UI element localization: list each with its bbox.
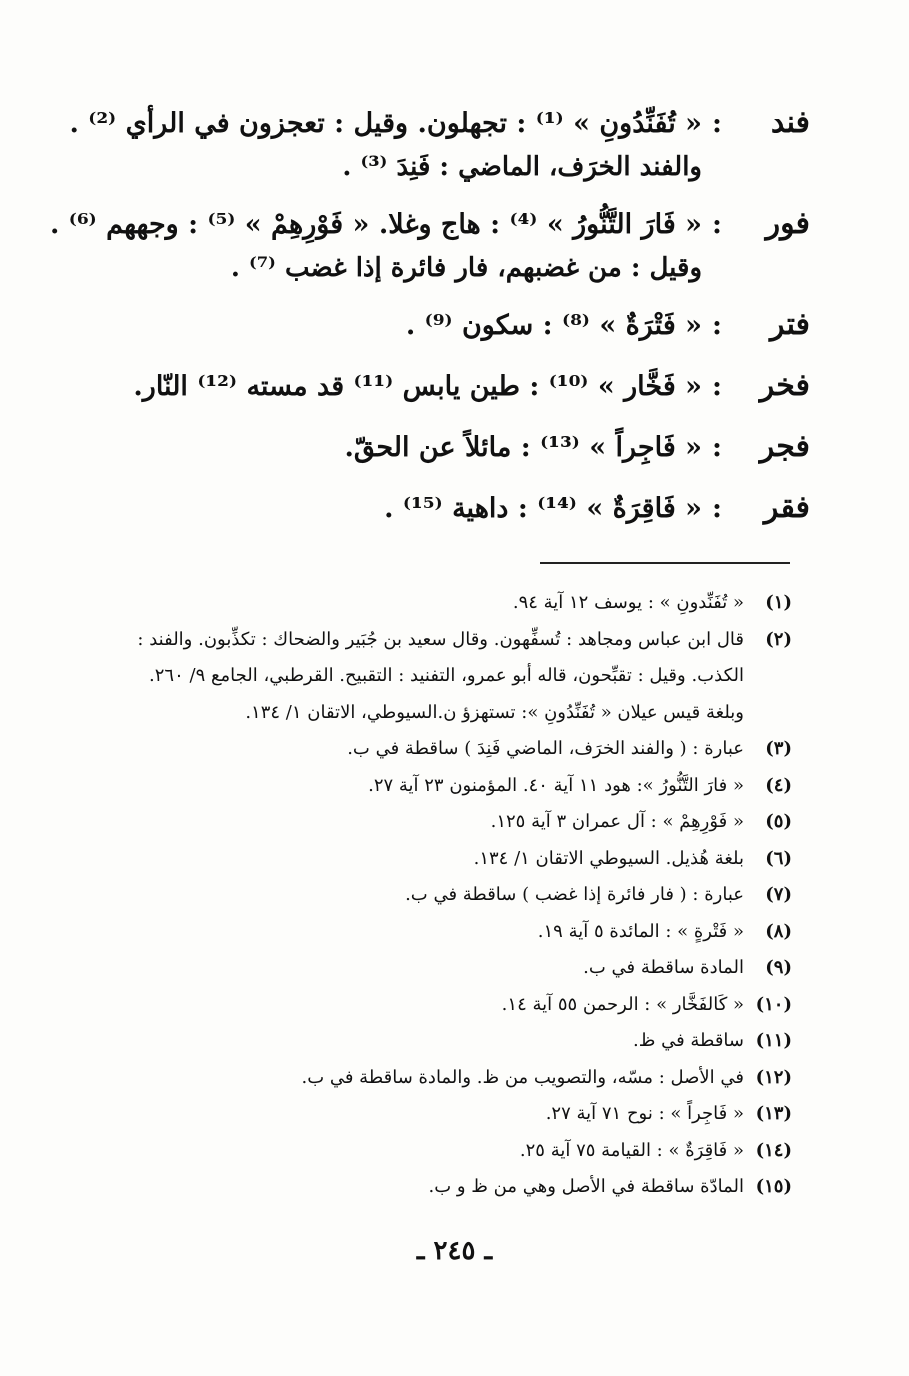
entry-text: « تُفَنِّدُونِ » ⁽¹⁾ : تجهلون. وقيل : تعجزون في الرأي ⁽²⁾ . bbox=[69, 108, 702, 139]
footnote: (٦) بلغة هُذيل. السيوطي الاتقان ١/ ١٣٤. bbox=[473, 847, 792, 869]
footnote: (٥) « فَوْرِهِمْ » : آل عمران ٣ آية ١٢٥. bbox=[490, 811, 792, 832]
entry-text: « فَاقِرَةٌ » ⁽¹⁴⁾ : داهية ⁽¹⁵⁾ . bbox=[384, 493, 702, 524]
footnote-divider bbox=[540, 562, 790, 564]
footnote: (١) « تُفَنِّدونِ » : يوسف ١٢ آية ٩٤. bbox=[512, 592, 792, 613]
entry-head: فقر bbox=[763, 490, 810, 525]
footnote: (٧) عبارة : ( فار فائرة إذا غضب ) ساقطة في ب. bbox=[405, 884, 792, 905]
footnotes bbox=[100, 585, 792, 1206]
entry-text: « فَاجِراً » ⁽¹³⁾ : مائلاً عن الحقّ. bbox=[344, 432, 702, 463]
entry-head: فند bbox=[770, 105, 810, 140]
entry-fatr: فتر:« فَتْرَةٌ » ⁽⁸⁾ : سكون ⁽⁹⁾ . bbox=[110, 302, 810, 349]
footnote: (٤) « فارَ التَّنُّورُ »: هود ١١ آية ٤٠. المؤمنون ٢٣ آية ٢٧. bbox=[368, 774, 792, 796]
entry-continuation: وقيل : من غضبهم، فار فائرة إذا غضب ⁽⁷⁾ . bbox=[230, 253, 702, 283]
footnote: (١٠) « كَالفَخَّار » : الرحمن ٥٥ آية ١٤. bbox=[501, 993, 792, 1015]
entry-fawr: فور:« فَارَ التَّنُّورُ » ⁽⁴⁾ : هاج وغلا. « فَوْرِهِمْ » ⁽⁵⁾ : وجههم ⁽⁶⁾ . وقيل : من غضبهم، فار فائرة إذا غضب ⁽⁷⁾ . bbox=[110, 201, 810, 288]
footnote: (١٥) المادّة ساقطة في الأصل وهي من ظ و ب. bbox=[428, 1176, 792, 1197]
entry-head: فور bbox=[765, 206, 810, 241]
entry-text: « فَتْرَةٌ » ⁽⁸⁾ : سكون ⁽⁹⁾ . bbox=[405, 310, 702, 341]
entry-fand: فند:« تُفَنِّدُونِ » ⁽¹⁾ : تجهلون. وقيل : تعجزون في الرأي ⁽²⁾ . والفند الخرَف، الماضي : فَنِدَ ⁽³⁾ . bbox=[110, 100, 810, 187]
entry-faqr: فقر:« فَاقِرَةٌ » ⁽¹⁴⁾ : داهية ⁽¹⁵⁾ . bbox=[110, 485, 810, 532]
entry-head: فخر bbox=[759, 368, 810, 403]
footnote: (١١) ساقطة في ظ. bbox=[632, 1030, 792, 1051]
entry-text: « فَارَ التَّنُّورُ » ⁽⁴⁾ : هاج وغلا. « فَوْرِهِمْ » ⁽⁵⁾ : وجههم ⁽⁶⁾ . bbox=[49, 209, 702, 240]
footnote: (٣) عبارة : ( والفند الخرَف، الماضي فَنِدَ ) ساقطة في ب. bbox=[347, 738, 792, 759]
footnote: (١٢) في الأصل : مسّه، والتصويب من ظ. والمادة ساقطة في ب. bbox=[301, 1066, 792, 1088]
dictionary-entries bbox=[49, 100, 810, 546]
entry-fakhr: فخر:« فَخَّار » ⁽¹⁰⁾ : طين يابس ⁽¹¹⁾ قد مسته ⁽¹²⁾ النّار. bbox=[110, 363, 810, 410]
entry-head: فتر bbox=[770, 307, 810, 342]
footnote: (٩) المادة ساقطة في ب. bbox=[583, 957, 792, 978]
footnote: (٨) « فَتْرةٍ » : المائدة ٥ آية ١٩. bbox=[537, 920, 792, 942]
entry-fajr: فجر:« فَاجِراً » ⁽¹³⁾ : مائلاً عن الحقّ. bbox=[110, 424, 810, 471]
footnote: (١٤) « فَاقِرَةٌ » : القيامة ٧٥ آية ٢٥. bbox=[519, 1139, 792, 1161]
entry-continuation: والفند الخرَف، الماضي : فَنِدَ ⁽³⁾ . bbox=[342, 152, 702, 182]
footnote: (٢) قال ابن عباس ومجاهد : تُسفِّهون. وقال سعيد بن جُبَير والضحاك : تكذِّبون. والفند : الكذب. وقيل : تقبِّحون، قاله أبو عمرو، التفنيد : التقبيح. القرطبي، الجامع ٩/ ٢٦٠. وبلغة قيس عيلان « تُفَنِّدُونِ »: تستهزؤ ن.السيوطي، الاتقان ١/ ١٣٤. bbox=[137, 628, 792, 723]
footnote: (١٣) « فَاجِراً » : نوح ٧١ آية ٢٧. bbox=[545, 1103, 792, 1124]
page-number: ـ ٢٤٥ ـ bbox=[416, 1236, 493, 1266]
entry-text: « فَخَّار » ⁽¹⁰⁾ : طين يابس ⁽¹¹⁾ قد مسته ⁽¹²⁾ النّار. bbox=[133, 371, 702, 402]
entry-head: فجر bbox=[759, 429, 810, 464]
